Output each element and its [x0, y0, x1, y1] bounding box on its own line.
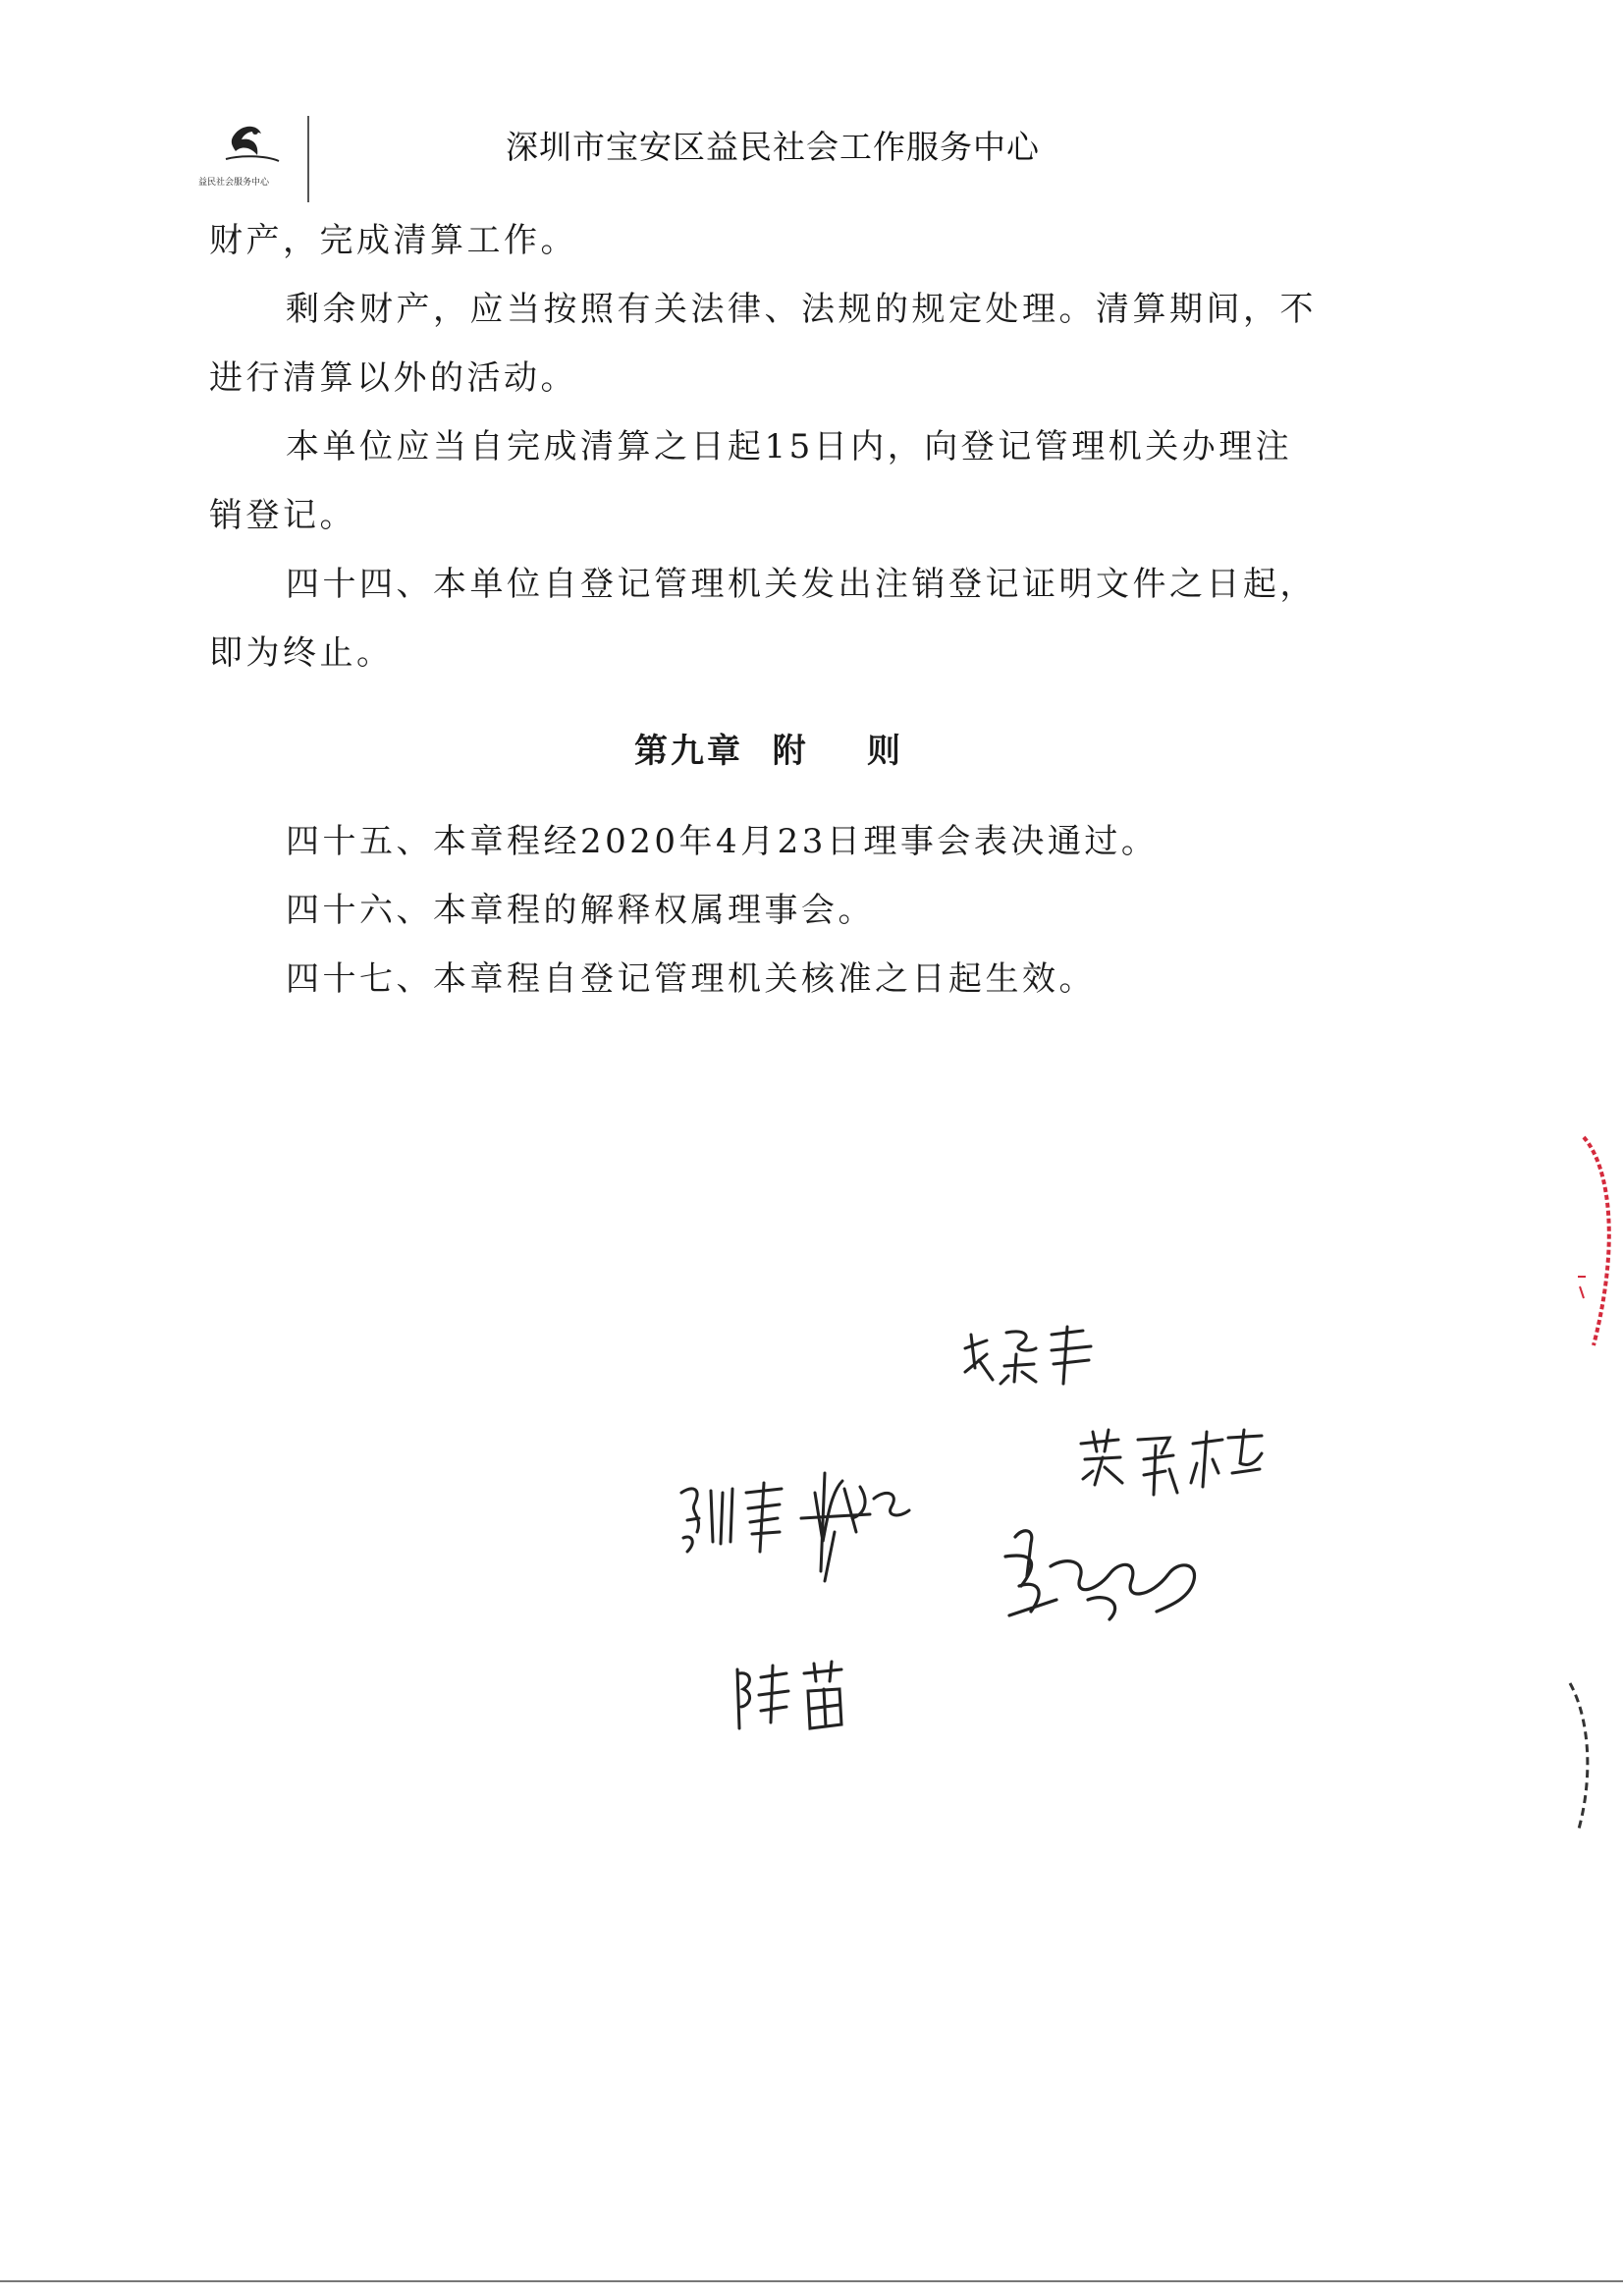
- document-body: [209, 206, 1328, 1013]
- article-45: 四十五、本章程经2020年4月23日理事会表决通过。: [286, 822, 1159, 861]
- signature-3: [677, 1463, 972, 1605]
- paragraph-1: 财产，完成清算工作。: [209, 221, 577, 260]
- paragraph-3: 本单位应当自完成清算之日起15日内，向登记管理机关办理注销登记。: [209, 427, 1293, 535]
- signature-4: [1001, 1517, 1208, 1649]
- signature-1: [957, 1321, 1105, 1394]
- binding-mark: [1564, 1679, 1603, 1836]
- svg-text:益民社会服务中心: 益民社会服务中心: [198, 178, 270, 188]
- paragraph-4: 四十四、本单位自登记管理机关发出注销登记证明文件之日起，即为终止。: [209, 565, 1317, 673]
- organization-logo: [196, 116, 314, 194]
- article-46: 四十六、本章程的解释权属理事会。: [286, 891, 875, 930]
- chapter-title: 第九章 附 则: [633, 732, 904, 771]
- signature-5: [731, 1660, 869, 1742]
- header-divider: [307, 116, 309, 202]
- article-47: 四十七、本章程自登记管理机关核准之日起生效。: [286, 959, 1096, 999]
- paragraph-2: 剩余财产，应当按照有关法律、法规的规定处理。清算期间，不进行清算以外的活动。: [209, 290, 1317, 398]
- official-seal-fragment: [1564, 1129, 1623, 1365]
- letterhead: [0, 0, 1623, 196]
- page-bottom-edge: [0, 2280, 1623, 2282]
- signature-2: [1075, 1424, 1271, 1506]
- organization-name: 深圳市宝安区益民社会工作服务中心: [506, 128, 1040, 166]
